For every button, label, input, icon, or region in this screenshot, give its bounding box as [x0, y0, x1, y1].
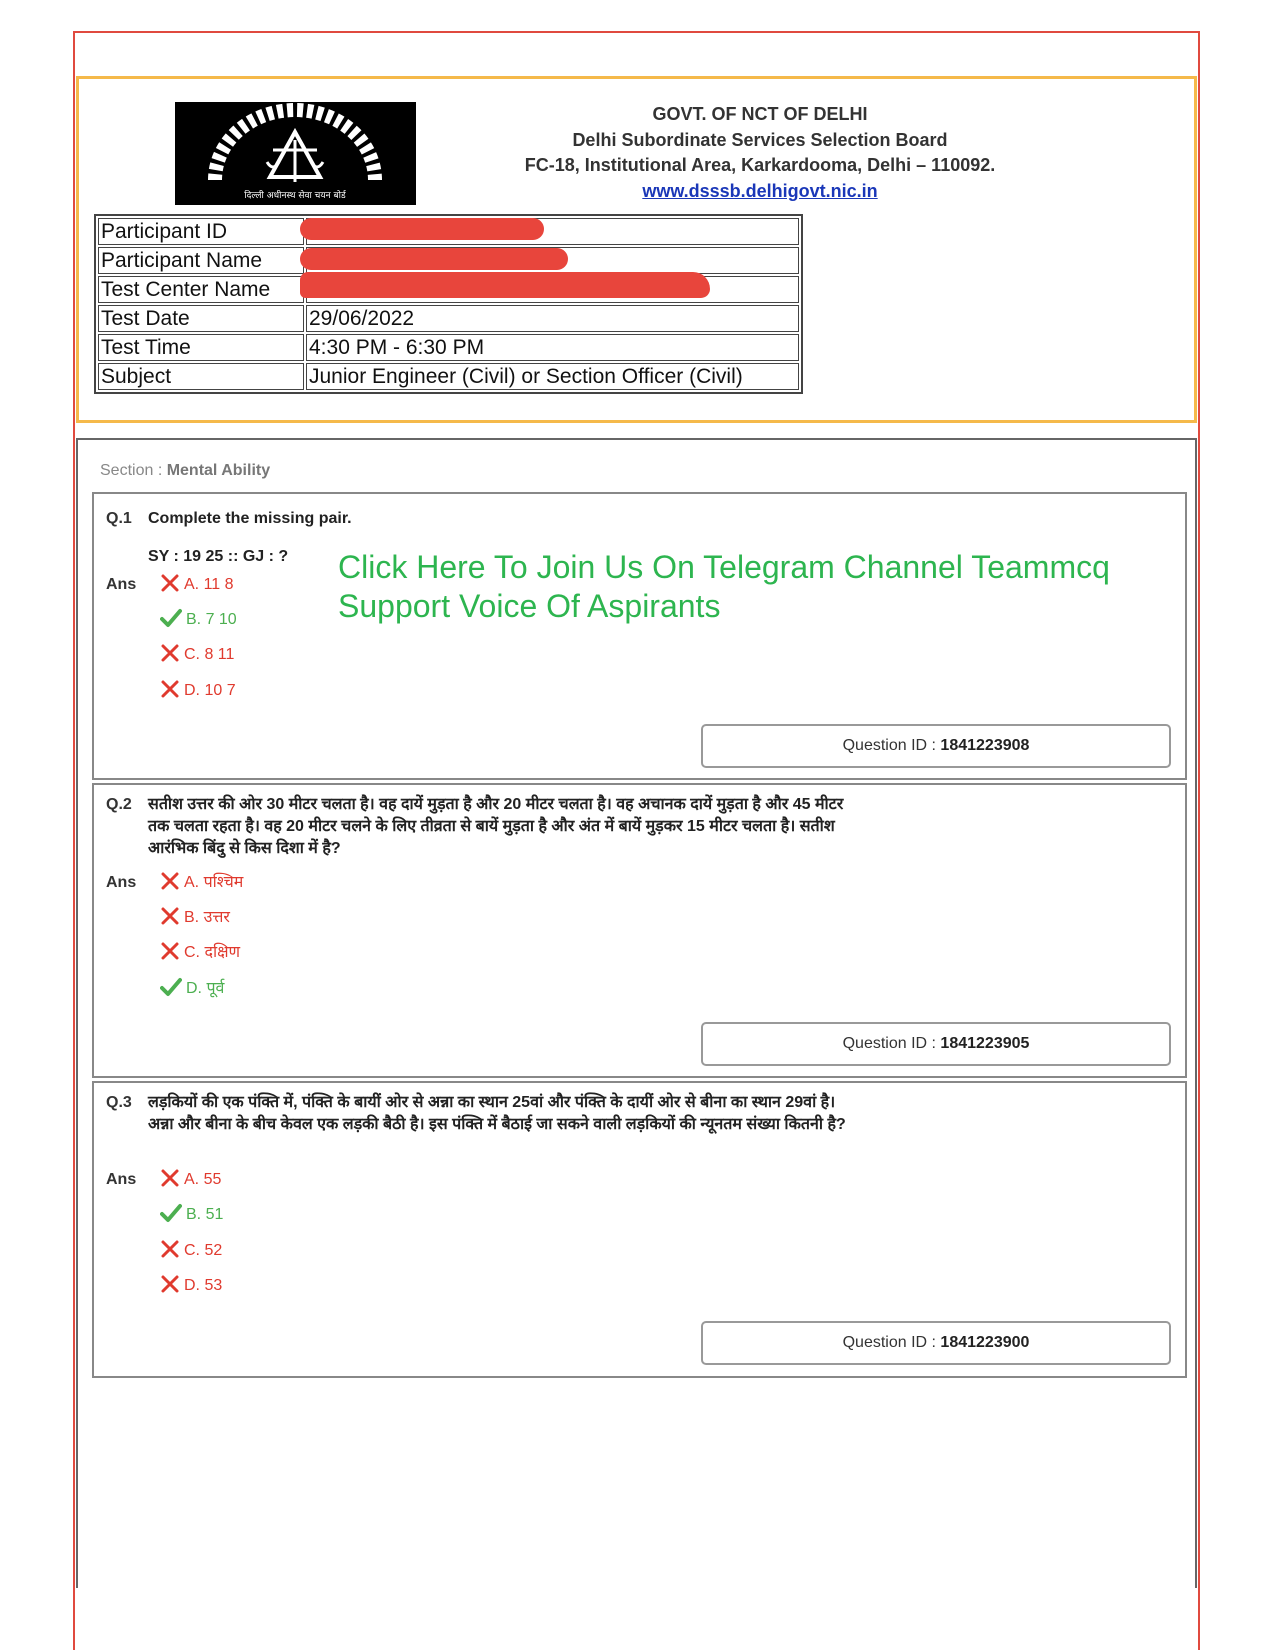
ans-label: Ans: [106, 576, 137, 593]
cross-icon: [160, 871, 180, 891]
qid-label: Question ID :: [842, 737, 941, 754]
question-card: [92, 783, 1187, 1078]
check-icon: [160, 1203, 182, 1223]
question-card: [92, 492, 1187, 780]
option-wrong: [160, 1168, 221, 1190]
option-text: C. दक्षिण: [184, 944, 241, 961]
section-label: [100, 462, 270, 480]
question-id-box: [701, 724, 1171, 768]
option-text: D. 10 7: [184, 682, 236, 699]
info-label: Test Center Name: [98, 276, 304, 303]
option-wrong: [160, 906, 230, 928]
ans-label: Ans: [106, 1171, 137, 1188]
option-text: A. पश्चिम: [184, 874, 244, 891]
question-card: [92, 1081, 1187, 1378]
question-number: Q.1: [106, 510, 132, 527]
option-wrong: [160, 643, 234, 665]
cross-icon: [160, 643, 180, 663]
section-prefix: Section :: [100, 462, 167, 479]
cross-icon: [160, 906, 180, 926]
participant-info-table: [94, 214, 803, 394]
qid-value: 1841223908: [940, 737, 1030, 754]
check-icon: [160, 977, 182, 997]
website-link[interactable]: www.dsssb.delhigovt.nic.in: [642, 180, 878, 201]
question-text: लड़कियों की एक पंक्ति में, पंक्ति के बायीं ओर से अन्ना का स्थान 25वां और पंक्ति के दायीं ओर से बीना का स्थान 29वां है। अन्ना और बीना के बीच केवल एक लड़की बैठी है। इस पंक्ति में बैठाई जा सकने वाली लड़कियों की न्यूनतम संख्या कितनी है?: [148, 1094, 846, 1133]
qid-label: Question ID :: [842, 1334, 941, 1351]
info-label: Participant ID: [98, 218, 304, 245]
ans-label: Ans: [106, 874, 137, 891]
cross-icon: [160, 941, 180, 961]
org-line2: Delhi Subordinate Services Selection Board: [572, 129, 948, 150]
info-value: 29/06/2022: [306, 305, 799, 332]
option-correct: [160, 1203, 223, 1225]
info-label: Subject: [98, 363, 304, 390]
option-text: D. 53: [184, 1277, 223, 1294]
question-id-box: [701, 1321, 1171, 1365]
question-text: Complete the missing pair.: [148, 510, 352, 527]
qid-value: 1841223900: [940, 1334, 1030, 1351]
org-line1: GOVT. OF NCT OF DELHI: [652, 104, 868, 124]
option-text: D. पूर्व: [186, 980, 225, 997]
qid-value: 1841223905: [940, 1035, 1030, 1052]
logo-text: दिल्ली अधीनस्थ सेवा चयन बोर्ड: [244, 191, 346, 201]
section-name: Mental Ability: [166, 462, 271, 479]
option-text: B. 7 10: [186, 611, 237, 628]
redaction-mark: [300, 248, 568, 270]
info-label: Test Time: [98, 334, 304, 361]
cross-icon: [160, 1239, 180, 1259]
option-wrong: [160, 941, 240, 963]
org-header: [470, 102, 1050, 204]
question-number: Q.2: [106, 796, 132, 813]
option-wrong: [160, 1239, 222, 1261]
telegram-link[interactable]: Click Here To Join Us On Telegram Channel Teammcq Support Voice Of Aspirants: [338, 549, 1110, 624]
info-row: [98, 363, 799, 390]
option-text: A. 11 8: [184, 576, 234, 593]
question-subtext: SY : 19 25 :: GJ : ?: [148, 548, 289, 565]
option-wrong: [160, 679, 236, 701]
info-label: Participant Name: [98, 247, 304, 274]
org-line3: FC-18, Institutional Area, Karkardooma, Delhi – 110092.: [524, 155, 996, 175]
cross-icon: [160, 573, 180, 593]
option-text: A. 55: [184, 1171, 222, 1188]
option-wrong: [160, 573, 234, 595]
cross-icon: [160, 1168, 180, 1188]
info-label: Test Date: [98, 305, 304, 332]
option-correct: [160, 608, 237, 630]
option-text: C. 8 11: [184, 646, 235, 663]
cross-icon: [160, 679, 180, 699]
question-number: Q.3: [106, 1094, 132, 1111]
check-icon: [160, 608, 182, 628]
option-text: B. उत्तर: [184, 909, 230, 926]
redaction-mark: [300, 218, 544, 240]
qid-label: Question ID :: [842, 1035, 941, 1052]
dsssb-logo: [175, 102, 416, 205]
option-wrong: [160, 1274, 222, 1296]
question-id-box: [701, 1022, 1171, 1066]
option-wrong: [160, 871, 243, 893]
info-row: [98, 305, 799, 332]
redaction-mark: [300, 272, 710, 298]
option-text: C. 52: [184, 1242, 223, 1259]
question-text: सतीश उत्तर की ओर 30 मीटर चलता है। वह दायें मुड़ता है और 20 मीटर चलता है। वह अचानक दायें मुड़ता है और 45 मीटर तक चलता रहता है। वह 20 मीटर चलने के लिए तीव्रता से बायें मुड़ता है और अंत में बायें मुड़कर 15 मीटर चलता है। सतीश आरंभिक बिंदु से किस दिशा में है?: [148, 796, 844, 857]
cross-icon: [160, 1274, 180, 1294]
info-row: [98, 334, 799, 361]
option-correct: [160, 977, 224, 999]
option-text: B. 51: [186, 1206, 224, 1223]
info-value: 4:30 PM - 6:30 PM: [306, 334, 799, 361]
info-value: Junior Engineer (Civil) or Section Officer (Civil): [306, 363, 799, 390]
